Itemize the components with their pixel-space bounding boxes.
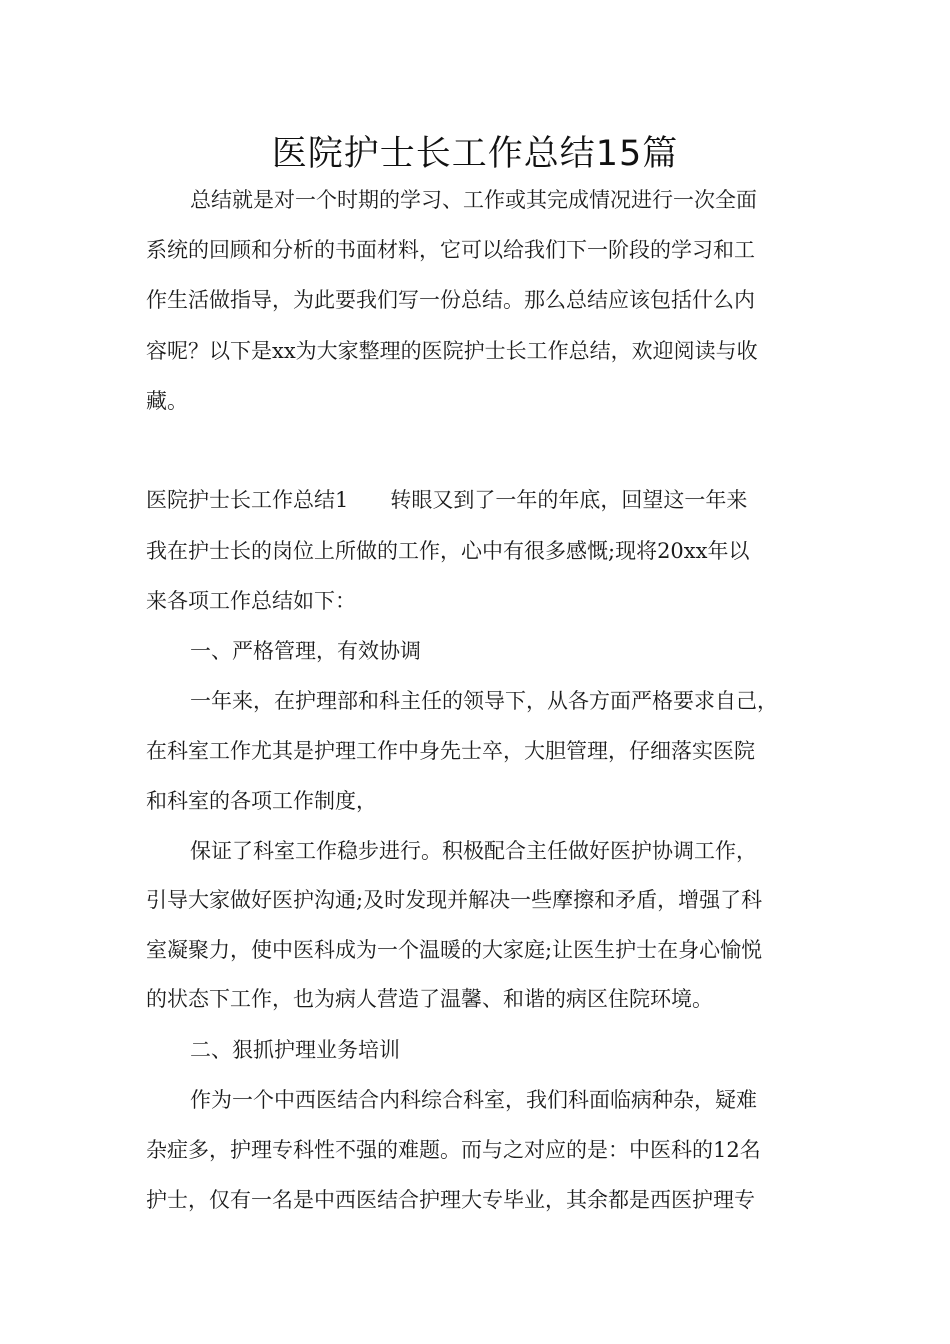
body-line: 来各项工作总结如下： xyxy=(146,589,356,613)
part-heading: 二、狠抓护理业务培训 xyxy=(190,1038,400,1062)
body-line: 我在护士长的岗位上所做的工作，心中有很多感慨;现将20xx年以 xyxy=(146,539,750,563)
document-title: 医院护士长工作总结15篇 xyxy=(271,134,679,174)
intro-line: 藏。 xyxy=(146,389,188,413)
intro-line: 作生活做指导，为此要我们写一份总结。那么总结应该包括什么内 xyxy=(146,288,755,312)
section-heading-row xyxy=(146,484,836,516)
section-first-line: 转眼又到了一年的年底，回望这一年来 xyxy=(390,488,748,512)
body-line: 一年来，在护理部和科主任的领导下，从各方面严格要求自己， xyxy=(190,689,778,713)
body-line: 杂症多，护理专科性不强的难题。而与之对应的是：中医科的12名 xyxy=(146,1138,761,1162)
body-line: 保证了科室工作稳步进行。积极配合主任做好医护协调工作， xyxy=(190,839,757,863)
body-line: 在科室工作尤其是护理工作中身先士卒，大胆管理，仔细落实医院 xyxy=(146,739,755,763)
intro-line: 容呢？以下是xx为大家整理的医院护士长工作总结，欢迎阅读与收 xyxy=(146,339,758,363)
part-heading: 一、严格管理，有效协调 xyxy=(190,639,421,663)
body-line: 室凝聚力，使中医科成为一个温暖的大家庭;让医生护士在身心愉悦 xyxy=(146,938,763,962)
body-line: 护士，仅有一名是中西医结合护理大专毕业，其余都是西医护理专 xyxy=(146,1188,755,1212)
body-line: 作为一个中西医结合内科综合科室，我们科面临病种杂，疑难 xyxy=(190,1088,757,1112)
body-line: 引导大家做好医护沟通;及时发现并解决一些摩擦和矛盾，增强了科 xyxy=(146,888,763,912)
body-line: 的状态下工作，也为病人营造了温馨、和谐的病区住院环境。 xyxy=(146,987,713,1011)
intro-line: 系统的回顾和分析的书面材料，它可以给我们下一阶段的学习和工 xyxy=(146,238,755,262)
intro-line: 总结就是对一个时期的学习、工作或其完成情况进行一次全面 xyxy=(190,188,757,212)
section-heading: 医院护士长工作总结1 xyxy=(146,488,349,512)
body-line: 和科室的各项工作制度， xyxy=(146,789,377,813)
